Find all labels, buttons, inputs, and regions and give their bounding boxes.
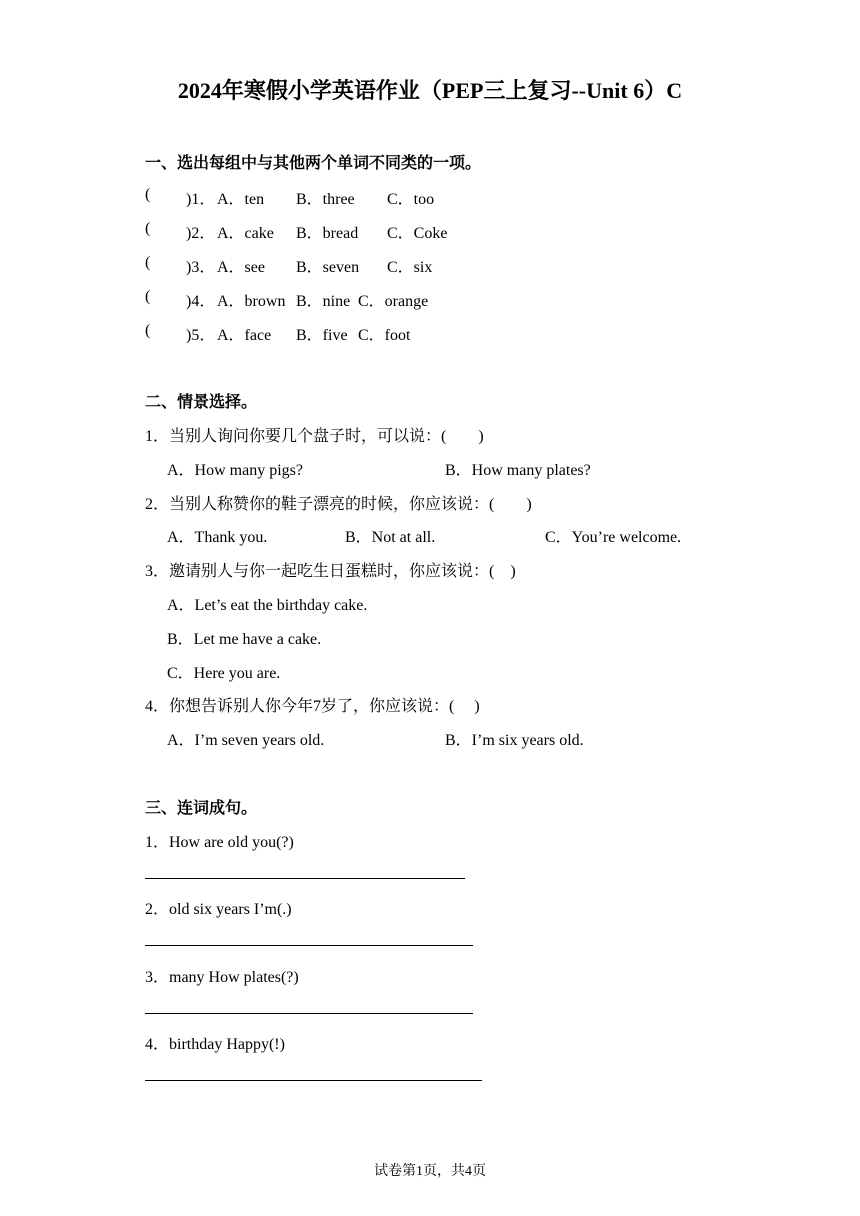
option-b: B．seven — [296, 259, 360, 276]
option-b: B．five — [296, 327, 348, 344]
answer-line[interactable] — [145, 1013, 473, 1014]
option-b: B．Not at all. — [345, 529, 436, 546]
item-number: )4． — [186, 293, 216, 310]
question-stem: 3．邀请别人与你一起吃生日蛋糕时，你应该说：( ) — [145, 563, 516, 580]
section3-heading: 三、连词成句。 — [145, 800, 258, 817]
answer-line[interactable] — [145, 945, 473, 946]
section1-heading: 一、选出每组中与其他两个单词不同类的一项。 — [145, 155, 482, 172]
option-c: C．You’re welcome. — [545, 529, 682, 546]
scrambled-sentence: 3．many How plates(?) — [145, 969, 299, 986]
page-footer: 试卷第1页，共4页 — [374, 1164, 486, 1179]
option-a: A．I’m seven years old. — [167, 732, 325, 749]
scrambled-sentence: 2．old six years I’m(.) — [145, 901, 292, 918]
option-a: A．cake — [217, 225, 274, 242]
option-a: A．Thank you. — [167, 529, 268, 546]
answer-line[interactable] — [145, 1080, 482, 1081]
option-b: B．Let me have a cake. — [167, 631, 322, 648]
option-c: C．too — [387, 191, 435, 208]
option-a: A．face — [217, 327, 272, 344]
item-number: )5． — [186, 327, 216, 344]
option-c: C．Coke — [387, 225, 448, 242]
option-b: B．I’m six years old. — [445, 732, 584, 749]
answer-paren-open: ( — [145, 220, 151, 237]
page-title: 2024年寒假小学英语作业（PEP三上复习--Unit 6）C — [177, 78, 683, 103]
item-number: )1． — [186, 191, 216, 208]
section2-heading: 二、情景选择。 — [145, 394, 258, 411]
option-c: C．foot — [358, 327, 411, 344]
option-c: C．Here you are. — [167, 665, 281, 682]
question-stem: 4．你想告诉别人你今年7岁了，你应该说：( ) — [145, 698, 480, 715]
option-c: C．six — [387, 259, 433, 276]
answer-line[interactable] — [145, 878, 465, 879]
question-stem: 2．当别人称赞你的鞋子漂亮的时候，你应该说：( ) — [145, 496, 532, 513]
option-a: A．ten — [217, 191, 265, 208]
scrambled-sentence: 1．How are old you(?) — [145, 834, 294, 851]
answer-paren-open: ( — [145, 288, 151, 305]
option-c: C．orange — [358, 293, 429, 310]
question-stem: 1．当别人询问你要几个盘子时，可以说：( ) — [145, 428, 484, 445]
option-b: B．nine — [296, 293, 351, 310]
item-number: )2． — [186, 225, 216, 242]
answer-paren-open: ( — [145, 254, 151, 271]
option-a: A．see — [217, 259, 265, 276]
item-number: )3． — [186, 259, 216, 276]
answer-paren-open: ( — [145, 186, 151, 203]
scrambled-sentence: 4．birthday Happy(!) — [145, 1036, 285, 1053]
option-a: A．How many pigs? — [167, 462, 303, 479]
option-b: B．How many plates? — [445, 462, 591, 479]
option-a: A．Let’s eat the birthday cake. — [167, 597, 368, 614]
answer-paren-open: ( — [145, 322, 151, 339]
option-b: B．three — [296, 191, 355, 208]
option-a: A．brown — [217, 293, 286, 310]
option-b: B．bread — [296, 225, 359, 242]
